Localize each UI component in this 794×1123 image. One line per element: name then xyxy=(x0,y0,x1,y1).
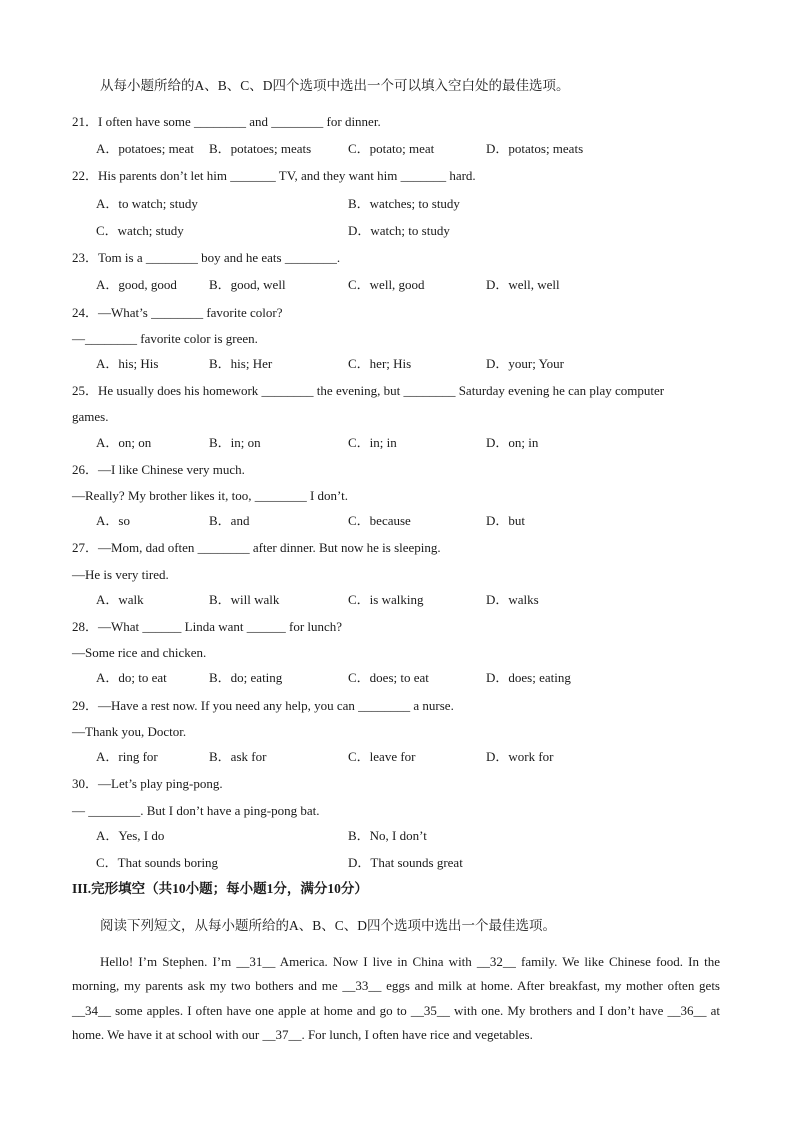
question-27-stem: 27．—Mom, dad often ________ after dinner. But now he is sleeping. xyxy=(72,540,441,555)
question-25-stem: 25．He usually does his homework ________ the evening, but ________ Saturday evening he can play computer xyxy=(72,383,665,398)
q30-option-d: D．That sounds great xyxy=(348,855,463,870)
q30-option-a: A．Yes, I do xyxy=(96,828,165,843)
cloze-blank-32: __32__ xyxy=(476,954,516,969)
question-21-stem: 21．I often have some ________ and ________ for dinner. xyxy=(72,114,381,129)
q23-option-a: A．good, good xyxy=(96,277,177,292)
q21-option-a: A．potatoes; meat xyxy=(96,141,194,156)
q29-option-c: C．leave for xyxy=(348,749,416,764)
q28-option-b: B．do; eating xyxy=(209,670,283,685)
q22-option-b: B．watches; to study xyxy=(348,196,460,211)
cloze-blank-35: __35__ xyxy=(410,1002,450,1018)
cloze-blank-34: __34__ xyxy=(72,1002,111,1018)
question-27-stem-line2: —He is very tired. xyxy=(72,567,169,582)
passage-text: at home. We have it at school with our xyxy=(72,1002,720,1042)
passage-text: eggs and milk at home. After breakfast, my mother often gets xyxy=(381,978,720,994)
passage-text: America. Now I live in China with xyxy=(275,954,477,969)
q22-option-a: A．to watch; study xyxy=(96,196,198,211)
q21-option-c: C．potato; meat xyxy=(348,141,435,156)
question-24-stem-line2: —________ favorite color is green. xyxy=(72,331,258,346)
q28-option-d: D．does; eating xyxy=(486,670,571,685)
question-23-stem: 23．Tom is a ________ boy and he eats ________. xyxy=(72,250,341,265)
q30-option-b: B．No, I don’t xyxy=(348,828,427,843)
passage-text: family. We like Chinese food. In the morning, my parents ask my two bothers and me xyxy=(72,954,720,994)
passage-text: . For lunch, I often have rice and vegetables. xyxy=(301,1026,533,1042)
instruction-text: 从每小题所给的A、B、C、D四个选项中选出一个可以填入空白处的最佳选项。 xyxy=(100,78,570,93)
passage-text: with one. My brothers and I don’t have xyxy=(449,1002,668,1018)
q23-option-d: D．well, well xyxy=(486,277,560,292)
q21-option-b: B．potatoes; meats xyxy=(209,141,312,156)
q27-option-c: C．is walking xyxy=(348,592,424,607)
q22-option-d: D．watch; to study xyxy=(348,223,450,238)
cloze-paragraph xyxy=(72,950,720,1047)
q30-option-c: C．That sounds boring xyxy=(96,855,219,870)
q26-option-d: D．but xyxy=(486,513,526,528)
cloze-blank-36: __36__ xyxy=(667,1002,707,1018)
q26-option-c: C．because xyxy=(348,513,411,528)
question-30-stem: 30．—Let’s play ping-pong. xyxy=(72,776,223,791)
q24-option-a: A．his; His xyxy=(96,356,159,371)
question-22-stem: 22．His parents don’t let him _______ TV, and they want him _______ hard. xyxy=(72,168,476,183)
cloze-passage xyxy=(72,950,720,1047)
q26-option-b: B．and xyxy=(209,513,250,528)
passage-text: Hello! I’m Stephen. I’m xyxy=(100,954,237,969)
cloze-blank-33: __33__ xyxy=(342,978,382,994)
q23-option-b: B．good, well xyxy=(209,277,286,292)
question-28-stem: 28．—What ______ Linda want ______ for lunch? xyxy=(72,619,343,634)
q24-option-c: C．her; His xyxy=(348,356,412,371)
question-26-stem: 26．—I like Chinese very much. xyxy=(72,462,245,477)
question-26-stem-line2: —Really? My brother likes it, too, ________ I don’t. xyxy=(72,488,348,503)
q26-option-a: A．so xyxy=(96,513,130,528)
q23-option-c: C．well, good xyxy=(348,277,425,292)
q29-option-a: A．ring for xyxy=(96,749,158,764)
cloze-blank-37: __37__ xyxy=(262,1026,302,1042)
question-29-stem: 29．—Have a rest now. If you need any help, you can ________ a nurse. xyxy=(72,698,454,713)
q28-option-a: A．do; to eat xyxy=(96,670,167,685)
q22-option-c: C．watch; study xyxy=(96,223,184,238)
question-28-stem-line2: —Some rice and chicken. xyxy=(72,645,207,660)
question-29-stem-line2: —Thank you, Doctor. xyxy=(72,724,187,739)
section-3-instruction: 阅读下列短文，从每小题所给的A、B、C、D四个选项中选出一个最佳选项。 xyxy=(100,918,557,933)
q24-option-d: D．your; Your xyxy=(486,356,565,371)
q25-option-c: C．in; in xyxy=(348,435,397,450)
q25-option-b: B．in; on xyxy=(209,435,261,450)
q21-option-d: D．potatos; meats xyxy=(486,141,584,156)
q28-option-c: C．does; to eat xyxy=(348,670,429,685)
q25-option-d: D．on; in xyxy=(486,435,539,450)
question-24-stem: 24．—What’s ________ favorite color? xyxy=(72,305,283,320)
q27-option-a: A．walk xyxy=(96,592,144,607)
cloze-blank-31: __31__ xyxy=(236,954,276,969)
question-30-stem-line2: — ________. But I don’t have a ping-pong bat. xyxy=(72,803,320,818)
question-25-stem-line2: games. xyxy=(72,409,109,424)
q27-option-b: B．will walk xyxy=(209,592,280,607)
q29-option-d: D．work for xyxy=(486,749,554,764)
q24-option-b: B．his; Her xyxy=(209,356,273,371)
q27-option-d: D．walks xyxy=(486,592,539,607)
q25-option-a: A．on; on xyxy=(96,435,152,450)
passage-text: some apples. I often have one apple at home and go to xyxy=(111,1002,411,1018)
section-3-title: III.完形填空（共10小题；每小题1分，满分10分） xyxy=(72,881,368,896)
q29-option-b: B．ask for xyxy=(209,749,267,764)
